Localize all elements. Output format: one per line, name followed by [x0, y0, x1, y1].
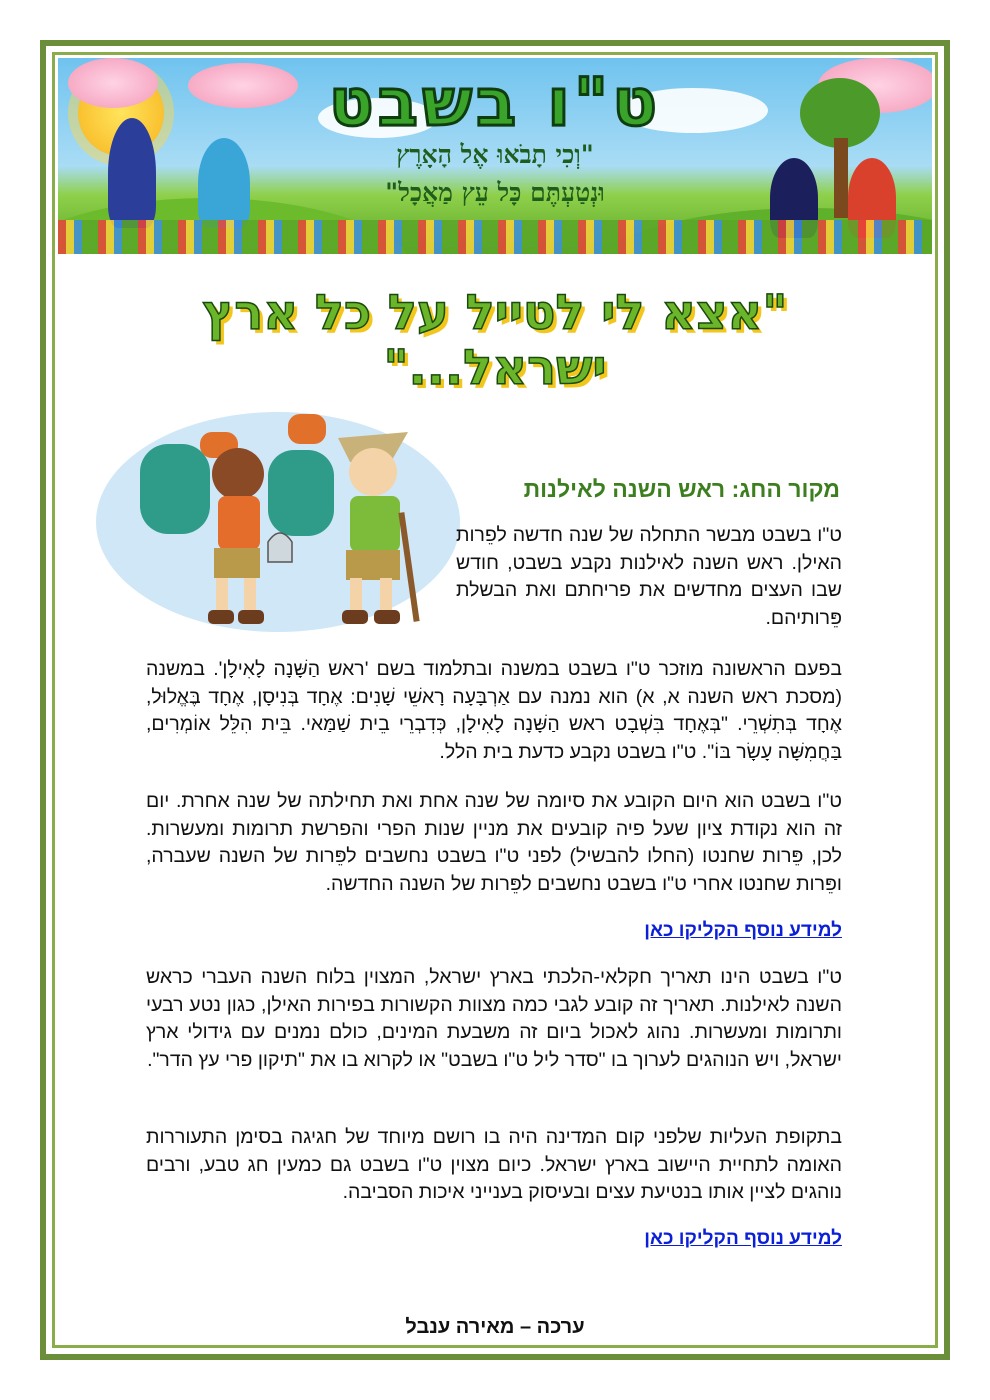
banner-verse-line1: "וְכִי תָבֹאוּ אֶל הָאָרֶץ: [396, 140, 594, 169]
headline-line1: "אצא לי לטייל על כל ארץ: [202, 285, 788, 341]
banner-title: ט"ו בשבט: [328, 64, 662, 141]
flower-border: [58, 220, 932, 254]
editor-credit: ערכה – מאירה ענבל: [405, 1316, 585, 1338]
headline-line2: ישראל...": [383, 340, 607, 396]
paragraph-3: ט"ו בשבט הוא היום הקובע את סיומה של שנה אחת ואת תחילתה של שנה אחרת. יום זה הוא נקודת ציון שעל פיה קובעים את מניין שנות הפרי והפרשת תרומות ומעשרות. לכן, פֵּרות שחנטו (החלו להבשיל) לפני ט"ו בשבט נחשבים לפֵּרות של השנה שעברה, ופֵּרות שחנטו אחרי ט"ו בשבט נחשבים לפֵּרות של השנה החדשה.: [146, 790, 842, 895]
more-info-link-1[interactable]: למידע נוסף הקליקו כאן: [644, 920, 842, 941]
paragraph-2: בפעם הראשונה מוזכר ט"ו בשבט במשנה ובתלמוד בשם 'ראש הַשָּׁנָה לָאִילָן'. במשנה (מסכת ראש השנה א, א) הוא נמנה עם אַרְבָּעָה רָאשֵׁי שָׁנִים: אֶחָד בְּנִיסָן, אֶחָד בֶּאֱלוּל, אֶחָד בְּתִשְׁרֵי. "בְּאֶחָד בִּשְׁבָט ראש הַשָּׁנָה לָאִילָן, כְּדִבְרֵי בֵית שַׁמַּאי. בֵּית הִלֵּל אוֹמְרִים, בַּחֲמִשָּׁה עָשָׂר בּוֹ". ט"ו בשבט נקבע כדעת בית הלל.: [146, 658, 842, 763]
paragraph-5: בתקופת העליות שלפני קום המדינה היה בו רושם מיוחד של חגיגה בסימן התעוררות האומה לתחיית היישוב בארץ ישראל. כיום מצוין ט"ו בשבט גם כמעין חג טבע, ורבים נוהגים לציין אותו בנטיעת עצים ובעיסוק בענייני איכות הסביבה.: [146, 1126, 842, 1203]
more-info-link-2[interactable]: למידע נוסף הקליקו כאן: [644, 1228, 842, 1249]
paragraph-4: ט"ו בשבט הינו תאריך חקלאי-הלכתי בארץ ישראל, המצוין בלוח השנה העברי כראש השנה לאילנות. תאריך זה קובע לגבי כמה מצוות הקשורות בפירות האילן, כגון נטע רבעי ותרומות ומעשרות. נהוג לאכול ביום זה משבעת המינים, כולם נמנים עם גידולי ארץ ישראל, ויש הנוהגים לערוך בו "סדר ליל ט"ו בשבט" או לקרוא בו את "תיקון פרי עץ הדר".: [146, 966, 842, 1071]
pot-icon: [268, 533, 292, 562]
header-banner: [58, 58, 932, 254]
section-title: מקור החג: ראש השנה לאילנות: [523, 476, 840, 502]
banner-verse-line2: וּנְטַעְתֶּם כָּל עֵץ מַאֲכָל": [385, 178, 605, 207]
hikers-illustration: [88, 392, 460, 644]
paragraph-1: ט"ו בשבט מבשר התחלה של שנה חדשה לפֵרות האילן. ראש השנה לאילנות נקבע בשבט, חודש שבו העצים מחדשים את פריחתם ואת הבשלת פֵּרותיהם.: [456, 524, 842, 629]
